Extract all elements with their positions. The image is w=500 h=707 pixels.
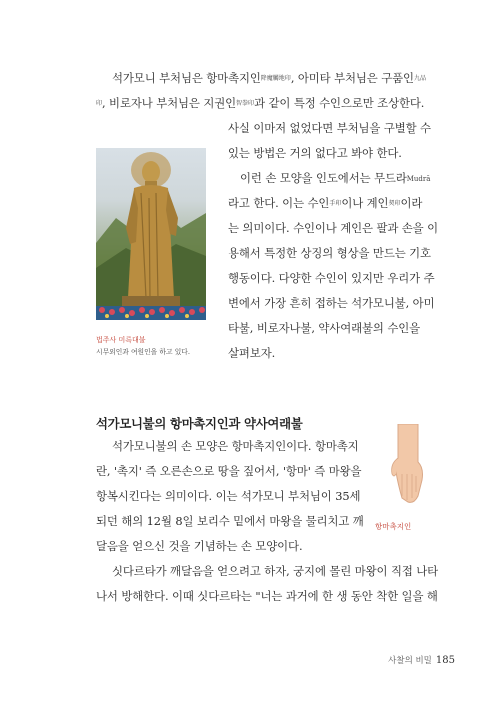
hanja-annotation: 智拳印 (236, 100, 255, 107)
section-heading: 석가모니불의 항마촉지인과 약사여래불 (96, 416, 303, 431)
intro-line-6 (228, 196, 422, 210)
intro-text: 이라 (400, 196, 423, 210)
intro-text: 석가모니 부처님은 항마촉지인 (112, 71, 261, 85)
photo-caption-title: 법주사 미륵대불 (96, 336, 146, 344)
section-line-1: 석가모니불의 손 모양은 항마촉지인이다. 항마촉지 (112, 439, 359, 453)
hanja-annotation: 降魔觸地印 (260, 75, 291, 82)
intro-line-12: 살펴보자. (228, 346, 276, 360)
photo-caption-text: 시무외인과 여원인을 하고 있다. (96, 348, 190, 356)
intro-line-7: 는 의미이다. 수인이나 계인은 팔과 손을 이 (228, 221, 439, 235)
book-title: 사찰의 비밀 (388, 656, 432, 666)
intro-text: 이나 계인 (341, 196, 389, 210)
page-footer (388, 654, 455, 666)
section-line-6: 싯다르타가 깨달음을 얻으려고 하자, 궁지에 몰린 마왕이 직접 나타 (112, 564, 439, 578)
intro-text: , 비로자나 부처님은 지권인 (102, 96, 237, 110)
intro-line-4: 있는 방법은 거의 없다고 봐야 한다. (228, 146, 402, 160)
intro-text: 라고 한다. 이는 수인 (228, 196, 330, 210)
intro-text: , 아미타 부처님은 구품인 (290, 71, 414, 85)
intro-line-8: 용해서 특정한 상징의 형상을 만드는 기호 (228, 246, 431, 260)
intro-line-11: 타불, 비로자나불, 약사여래불의 수인을 (228, 321, 421, 335)
intro-text: 이런 손 모양을 인도에서는 무드라 (240, 171, 407, 185)
hanja-annotation: 印 (96, 100, 103, 107)
section-line-5: 달음을 얻으신 것을 기념하는 손 모양이다. (96, 539, 303, 553)
statue-illustration (96, 148, 206, 320)
hand-gesture-illustration (378, 424, 434, 504)
page-number: 185 (435, 655, 455, 666)
intro-line-3: 사실 이마저 없었다면 부처님을 구별할 수 (228, 121, 431, 135)
hanja-annotation: 九品 (413, 75, 426, 82)
section-line-2: 란, '촉지' 즉 오른손으로 땅을 짚어서, '항마' 즉 마왕을 (96, 464, 362, 478)
buddha-statue-photo (96, 148, 206, 320)
intro-line-1 (112, 71, 426, 85)
section-line-7: 나서 방해한다. 이때 싯다르타는 "너는 과거에 한 생 동안 착한 일을 해 (96, 589, 438, 603)
figure-caption-label: 항마촉지인 (375, 522, 412, 531)
section-line-4: 되던 해의 12월 8일 보리수 밑에서 마왕을 물리치고 깨 (96, 514, 364, 528)
section-line-3: 항복시킨다는 의미이다. 이는 석가모니 부처님이 35세 (96, 489, 361, 503)
hanja-annotation: 契印 (388, 200, 401, 207)
intro-line-9: 행동이다. 다양한 수인이 있지만 우리가 주 (228, 271, 435, 285)
intro-text: 과 같이 특정 수인으로만 조상한다. (254, 96, 425, 110)
intro-line-5 (240, 171, 430, 185)
intro-line-10: 변에서 가장 흔히 접하는 석가모니불, 아미 (228, 296, 435, 310)
hanja-annotation: 手印 (329, 200, 342, 207)
latin-annotation: Mudrā (406, 175, 431, 183)
intro-line-2 (96, 96, 424, 110)
